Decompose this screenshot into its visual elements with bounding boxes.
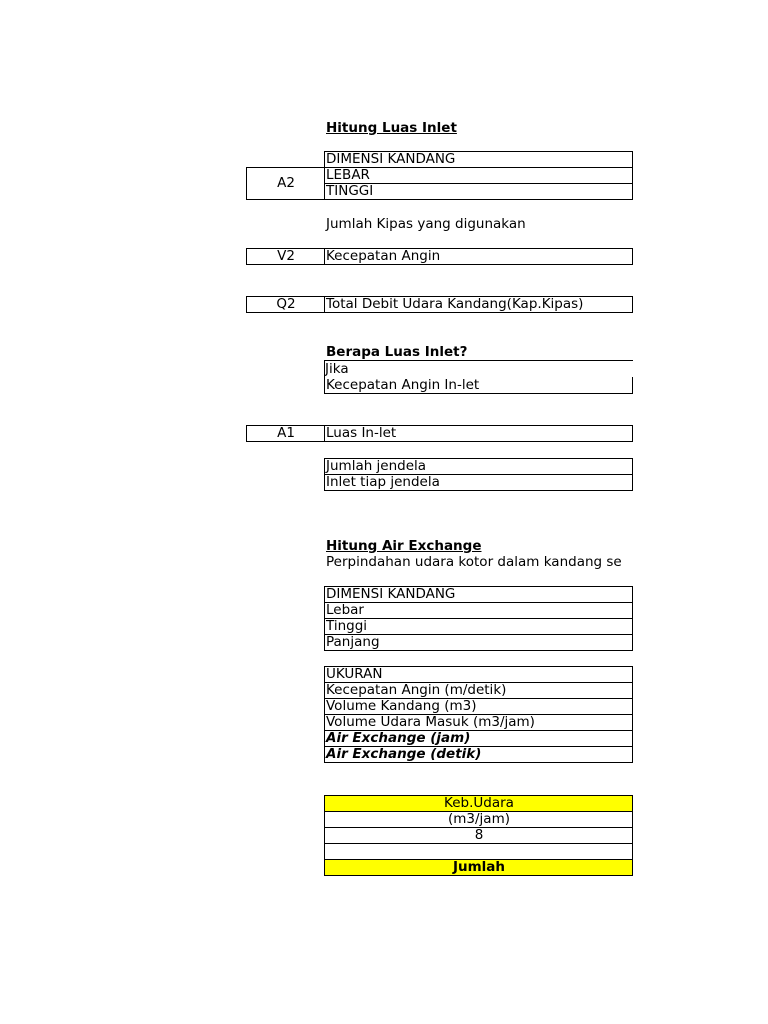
air-exchange-description: Perpindahan udara kotor dalam kandang se bbox=[326, 554, 622, 570]
inlet-tiap-jendela-cell[interactable]: Inlet tiap jendela bbox=[324, 474, 633, 491]
volume-kandang-cell[interactable]: Volume Kandang (m3) bbox=[324, 698, 633, 715]
divider-line-bottom bbox=[324, 393, 633, 394]
jumlah-total-cell[interactable]: Jumlah bbox=[324, 859, 633, 876]
v2-label-cell[interactable]: V2 bbox=[246, 248, 325, 265]
air-exchange-detik-cell[interactable]: Air Exchange (detik) bbox=[324, 746, 633, 763]
tinggi-cell-2[interactable]: Tinggi bbox=[324, 618, 633, 635]
a2-label-cell[interactable]: A2 bbox=[246, 167, 325, 200]
keb-udara-value-cell[interactable]: 8 bbox=[324, 827, 633, 844]
kecepatan-inlet-text: Kecepatan Angin In-let bbox=[326, 377, 480, 393]
keb-udara-blank-cell[interactable] bbox=[324, 843, 633, 860]
keb-udara-header-cell[interactable]: Keb.Udara bbox=[324, 795, 633, 812]
section-heading-air-exchange: Hitung Air Exchange bbox=[326, 538, 482, 554]
a1-label-cell[interactable]: A1 bbox=[246, 425, 325, 442]
right-border-line bbox=[632, 377, 633, 394]
panjang-cell[interactable]: Panjang bbox=[324, 634, 633, 651]
section-heading-berapa-luas-inlet: Berapa Luas Inlet? bbox=[326, 344, 468, 360]
luas-inlet-cell[interactable]: Luas In-let bbox=[324, 425, 633, 442]
jumlah-jendela-cell[interactable]: Jumlah jendela bbox=[324, 458, 633, 475]
lebar-cell[interactable]: LEBAR bbox=[324, 167, 633, 184]
jika-text: Jika bbox=[325, 361, 349, 377]
ukuran-cell[interactable]: UKURAN bbox=[324, 666, 633, 683]
kecepatan-angin-mdetik-cell[interactable]: Kecepatan Angin (m/detik) bbox=[324, 682, 633, 699]
tinggi-cell[interactable]: TINGGI bbox=[324, 183, 633, 200]
q2-label-cell[interactable]: Q2 bbox=[246, 296, 325, 313]
dimensi-kandang-cell-2[interactable]: DIMENSI KANDANG bbox=[324, 586, 633, 603]
divider-line bbox=[324, 360, 633, 361]
dimensi-kandang-cell[interactable]: DIMENSI KANDANG bbox=[324, 151, 633, 168]
keb-udara-unit-cell[interactable]: (m3/jam) bbox=[324, 811, 633, 828]
air-exchange-jam-cell[interactable]: Air Exchange (jam) bbox=[324, 730, 633, 747]
lebar-cell-2[interactable]: Lebar bbox=[324, 602, 633, 619]
section-heading-luas-inlet: Hitung Luas Inlet bbox=[326, 120, 457, 136]
left-border-line bbox=[324, 360, 325, 394]
kecepatan-angin-cell[interactable]: Kecepatan Angin bbox=[324, 248, 633, 265]
total-debit-cell[interactable]: Total Debit Udara Kandang(Kap.Kipas) bbox=[324, 296, 633, 313]
jumlah-kipas-text: Jumlah Kipas yang digunakan bbox=[326, 216, 526, 232]
volume-udara-masuk-cell[interactable]: Volume Udara Masuk (m3/jam) bbox=[324, 714, 633, 731]
